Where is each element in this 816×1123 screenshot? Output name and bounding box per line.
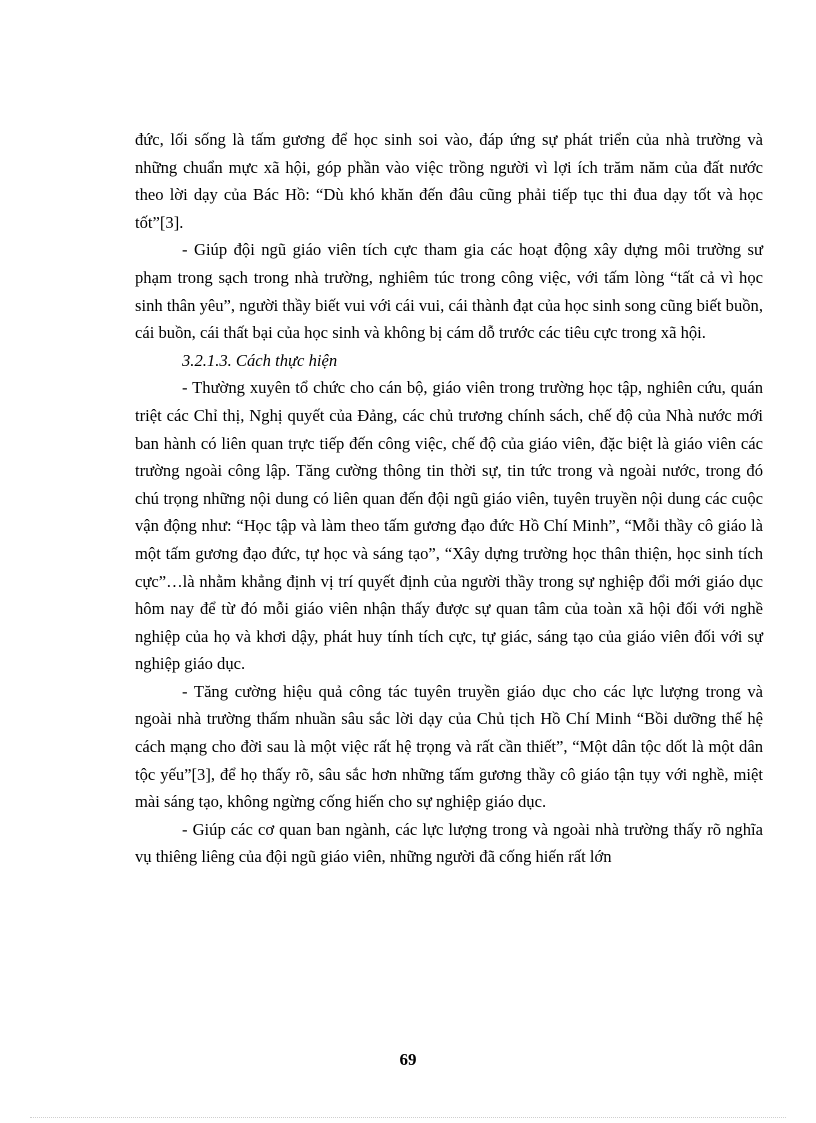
paragraph-implementation-2: - Tăng cường hiệu quả công tác tuyên truyền giáo dục cho các lực lượng trong và ngoài nhà trường thấm nhuần sâu sắc lời dạy của Chủ tịch Hồ Chí Minh “Bồi dưỡng thế hệ cách mạng cho đời sau là một việc rất hệ trọng và rất cần thiết”, “Một dân tộc dốt là một dân tộc yếu”[3], để họ thấy rõ, sâu sắc hơn những tấm gương thầy cô giáo tận tụy với nghề, miệt mài sáng tạo, không ngừng cống hiến cho sự nghiệp giáo dục. <box>135 681 763 812</box>
paragraph-continued: đức, lối sống là tấm gương để học sinh soi vào, đáp ứng sự phát triển của nhà trường và những chuẩn mực xã hội, góp phần vào việc trồng người vì lợi ích trăm năm của đất nước theo lời dạy của Bác Hồ: “Dù khó khăn đến đâu cũng phải tiếp tục thi đua dạy tốt và học tốt”[3]. <box>135 130 763 232</box>
paragraph-teacher-environment: - Giúp đội ngũ giáo viên tích cực tham gia các hoạt động xây dựng môi trường sư phạm trong sạch trong nhà trường, nghiêm túc trong công việc, với tấm lòng “tất cả vì học sinh thân yêu”, người thầy biết vui với cái vui, cái thành đạt của học sinh song cũng biết buồn, cái buồn, cái thất bại của học sinh và không bị cám dỗ trước các tiêu cực trong xã hội. <box>135 240 763 343</box>
page-number: 69 <box>399 1050 417 1069</box>
page-bottom-divider <box>30 1117 786 1118</box>
section-heading: 3.2.1.3. Cách thực hiện <box>182 350 338 370</box>
paragraph-implementation-3: - Giúp các cơ quan ban ngành, các lực lượng trong và ngoài nhà trường thấy rõ nghĩa vụ thiêng liêng của đội ngũ giáo viên, những người đã cống hiến rất lớn <box>135 819 763 867</box>
document-body <box>135 126 763 871</box>
paragraph-implementation-1: - Thường xuyên tổ chức cho cán bộ, giáo viên trong trường học tập, nghiên cứu, quán triệt các Chỉ thị, Nghị quyết của Đảng, các chủ trương chính sách, chế độ của Nhà nước mới ban hành có liên quan trực tiếp đến công việc, chế độ của giáo viên, đặc biệt là giáo viên các trường ngoài công lập. Tăng cường thông tin thời sự, tin tức trong và ngoài nước, trong đó chú trọng những nội dung có liên quan đến đội ngũ giáo viên, tuyên truyền nội dung các cuộc vận động như: “Học tập và làm theo tấm gương đạo đức Hồ Chí Minh”, “Mỗi thầy cô giáo là một tấm gương đạo đức, tự học và sáng tạo”, “Xây dựng trường học thân thiện, học sinh tích cực”…là nhằm khẳng định vị trí quyết định của người thầy trong sự nghiệp đổi mới giáo dục hôm nay để từ đó mỗi giáo viên nhận thấy được sự quan tâm của toàn xã hội đối với nghề nghiệp của họ và khơi dậy, phát huy tính tích cực, tự giác, sáng tạo của giáo viên đối với sự nghiệp giáo dục. <box>135 378 763 674</box>
